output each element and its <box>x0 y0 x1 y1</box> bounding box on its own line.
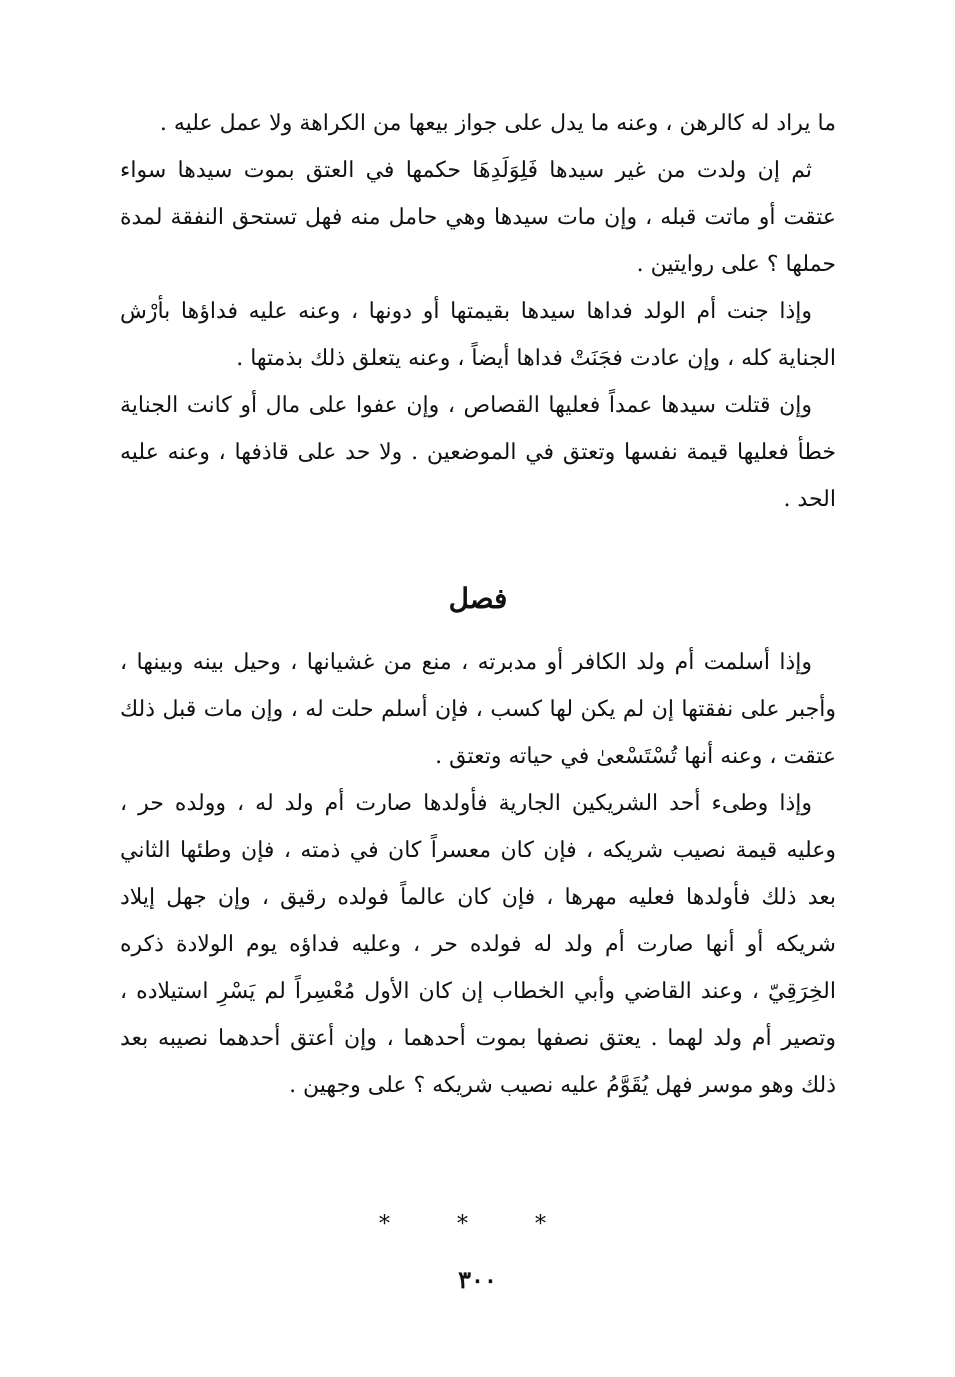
paragraph-crime-of-umm-walad: وإذا جنت أم الولد فداها سيدها بقيمتها أو دونها ، وعنه عليه فداؤها بأرْش الجناية كله ، وإن عادت فجَنَتْ فداها أيضاً ، وعنه يتعلق ذلك بذمتها . <box>120 299 836 371</box>
paragraph-two-partners: وإذا وطىء أحد الشريكين الجارية فأولدها صارت أم ولد له ، وولده حر ، وعليه قيمة نصيب شريكه ، فإن كان معسراً كان في ذمته ، فإن وطئها الثاني بعد ذلك فأولدها فعليه مهرها ، فإن كان عالماً فولده رقيق ، وإن جهل إيلاد شريكه أو أنها صارت أم ولد له فولده حر ، وعليه فداؤه يوم الولادة ذكره الخِرَقِيّ ، وعند القاضي وأبي الخطاب إن كان الأول مُعْسِراً لم يَسْرِ استيلاده ، وتصير أم ولد لهما . يعتق نصفها بموت أحدهما ، وإن أعتق أحدهما نصيبه بعد ذلك وهو موسر فهل يُقَوَّمُ عليه نصيب شريكه ؟ على وجهين . <box>120 791 836 1098</box>
paragraph-continuation: ما يراد له كالرهن ، وعنه ما يدل على جواز بيعها من الكراهة ولا عمل عليه . <box>159 111 836 136</box>
paragraph-killing-master: وإن قتلت سيدها عمداً فعليها القصاص ، وإن عفوا على مال أو كانت الجناية خطأ فعليها قيمة نفسها وتعتق في الموضعين . ولا حد على قاذفها ، وعنه عليه الحد . <box>120 393 836 512</box>
page-number: ٣٠٠ <box>458 1265 497 1294</box>
paragraph-conversion: وإذا أسلمت أم ولد الكافر أو مدبرته ، منع من غشيانها ، وحيل بينه وبينها ، وأجبر على نفقتها إن لم يكن لها كسب ، فإن أسلم حلت له ، وإن مات قبل ذلك عتقت ، وعنه أنها تُسْتَسْعىٰ في حياته وتعتق . <box>120 650 836 769</box>
section-separator: * * * <box>379 1212 576 1237</box>
section-heading: فصل <box>448 582 508 615</box>
paragraph-child-of-umm-walad: ثم إن ولدت من غير سيدها فَلِوَلَدِهَا حكمها في العتق بموت سيدها سواء عتقت أو ماتت قبله ، وإن مات سيدها وهي حامل منه فهل تستحق النفقة لمدة حملها ؟ على روايتين . <box>120 158 836 277</box>
page-body <box>120 100 836 1109</box>
